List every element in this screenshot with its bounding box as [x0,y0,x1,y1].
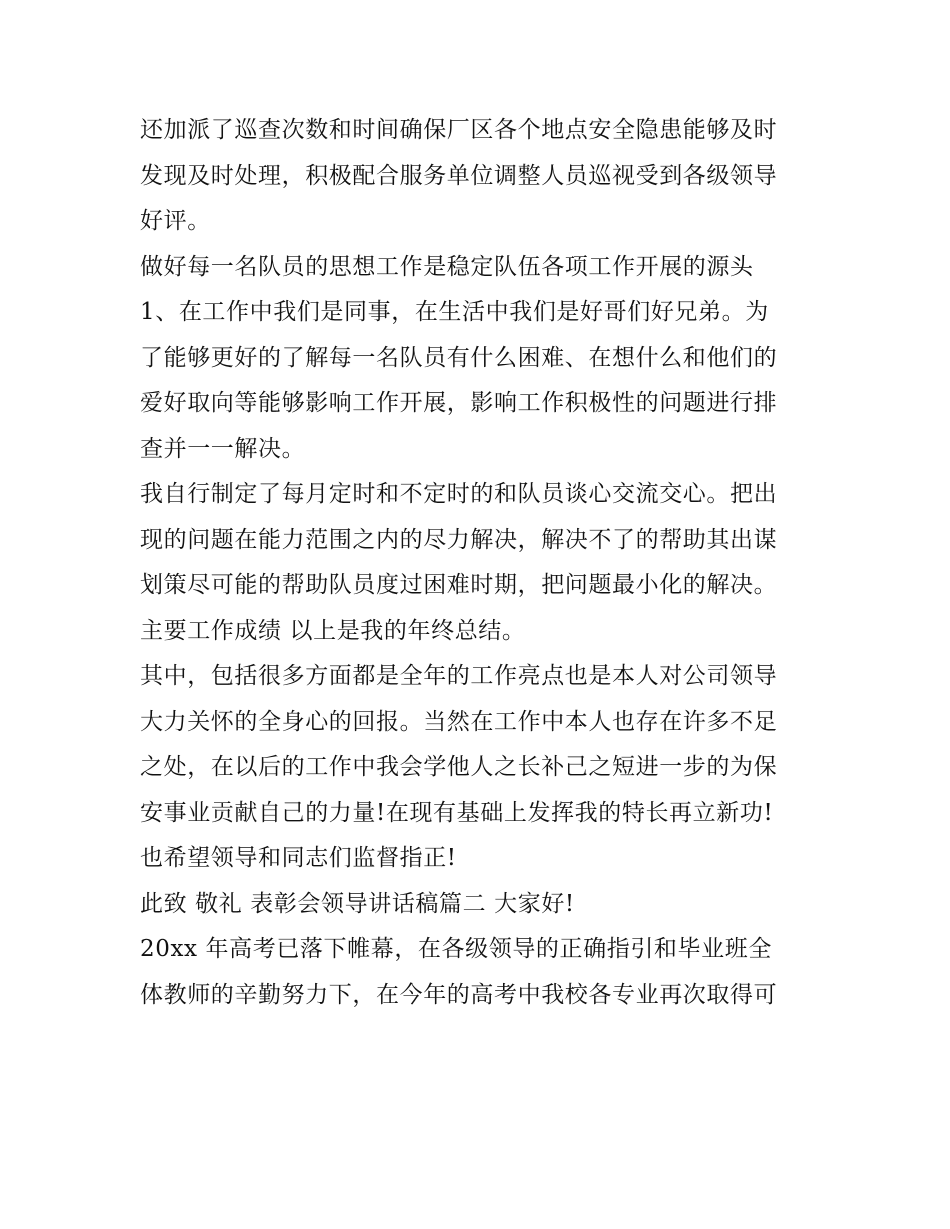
text-line: 其中，包括很多方面都是全年的工作亮点也是本人对公司领导 [140,663,778,689]
text-line: 现的问题在能力范围之内的尽力解决，解决不了的帮助其出谋 [140,526,778,553]
text-line: 此致 敬礼 表彰会领导讲话稿篇二 大家好! [140,890,575,917]
text-line: 查并一一解决。 [140,435,306,462]
text-line: 1、在工作中我们是同事，在生活中我们是好哥们好兄弟。为 [140,299,769,325]
document-body [140,108,820,1018]
text-line: 发现及时处理，积极配合服务单位调整人员巡视受到各级领导 [140,162,778,189]
text-line: 体教师的辛勤努力下，在今年的高考中我校各专业再次取得可 [140,981,778,1008]
text-line: 好评。 [140,208,211,234]
text-line: 做好每一名队员的思想工作是稳定队伍各项工作开展的源头 [140,253,754,280]
text-line: 20xx 年高考已落下帷幕，在各级领导的正确指引和毕业班全 [140,936,772,962]
text-line: 主要工作成绩 以上是我的年终总结。 [140,617,526,644]
text-line: 之处，在以后的工作中我会学他人之长补己之短进一步的为保 [140,754,778,780]
text-line: 爱好取向等能够影响工作开展，影响工作积极性的问题进行排 [140,390,778,416]
text-line: 大力关怀的全身心的回报。当然在工作中本人也存在许多不足 [140,708,778,735]
text-line: 划策尽可能的帮助队员度过困难时期，把问题最小化的解决。 [140,572,778,598]
text-line: 还加派了巡查次数和时间确保厂区各个地点安全隐患能够及时 [140,117,778,143]
text-line: 安事业贡献自己的力量!在现有基础上发挥我的特长再立新功! [140,799,774,826]
text-line: 我自行制定了每月定时和不定时的和队员谈心交流交心。把出 [140,481,778,507]
text-line: 也希望领导和同志们监督指正! [140,845,457,871]
text-line: 了能够更好的了解每一名队员有什么困难、在想什么和他们的 [140,344,778,371]
